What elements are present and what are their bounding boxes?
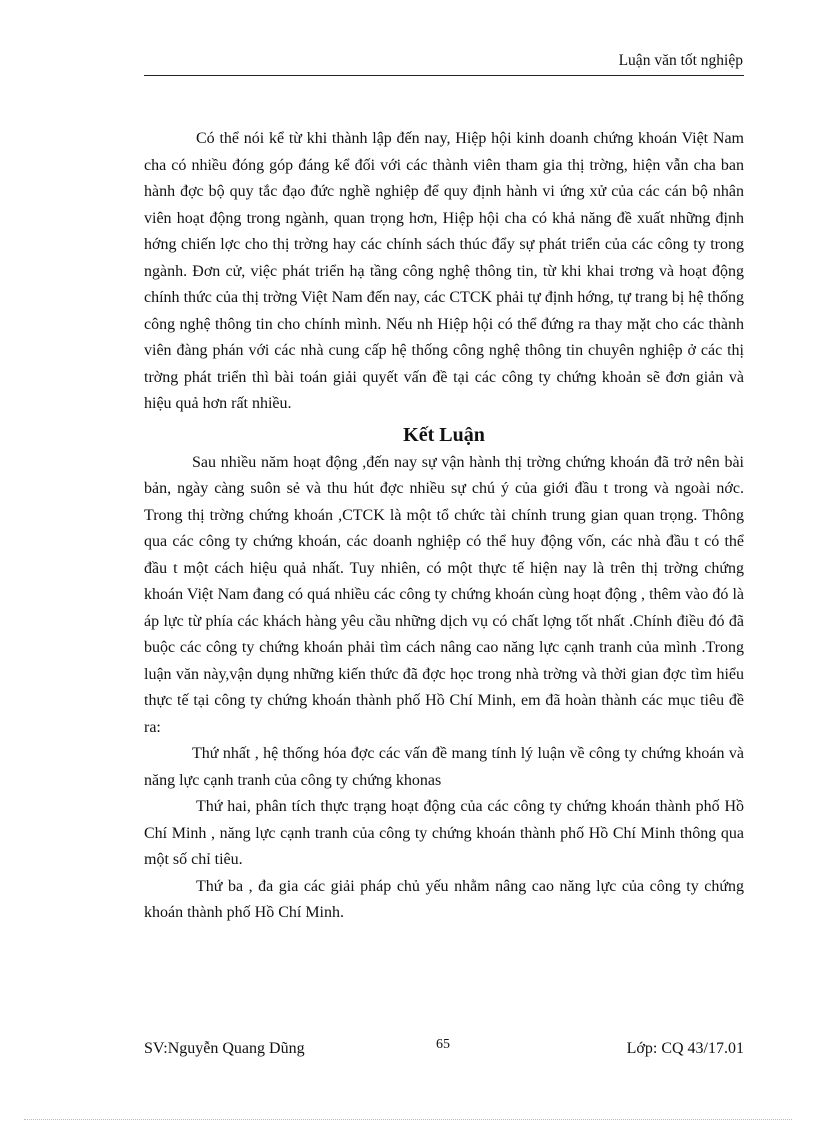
section-heading: Kết Luận — [403, 423, 485, 446]
paragraph-1: Có thể nói kể từ khi thành lập đến nay, Hiệp hội kinh doanh chứng khoán Việt Nam cha có nhiều đóng góp đáng kể đối với các thành viên tham gia thị trờng, hiện vẫn cha ban hành đợc bộ quy tắc đạo đức nghề nghiệp để quy định hành vi ứng xử của các cán bộ nhân viên hoạt động trong ngành, quan trọng hơn, Hiệp hội cha có khả năng đề xuất những định hớng chiến lợc cho thị trờng hay các chính sách thúc đẩy sự phát triển của các công ty trong ngành. Đơn cử, việc phát triển hạ tầng công nghệ thông tin, từ khi khai trơng và hoạt động chính thức của thị trờng Việt Nam đến nay, các CTCK phải tự định hớng, tự trang bị hệ thống công nghệ thông tin cho chính mình. Nếu nh Hiệp hội có thể đứng ra thay mặt cho các thành viên đàng phán với các nhà cung cấp hệ thống công nghệ thông tin chuyên nghiệp ở các thị trờng phát triển thì bài toán giải quyết vấn đề tại các công ty chứng khoản sẽ đơn giản và hiệu quả hơn rất nhiều. — [144, 130, 744, 412]
footer-student-name: SV:Nguyễn Quang Dũng — [144, 1040, 305, 1057]
paragraph-4: Thứ hai, phân tích thực trạng hoạt động của các công ty chứng khoán thành phố Hồ Chí Minh , năng lực cạnh tranh của công ty chứng khoán thành phố Hồ Chí Minh thông qua một số chỉ tiêu. — [144, 798, 744, 868]
paragraph-3: Thứ nhất , hệ thống hóa đợc các vấn đề mang tính lý luận về công ty chứng khoán và năng lực cạnh tranh của công ty chứng khonas — [144, 745, 744, 789]
paragraph-2: Sau nhiều năm hoạt động ,đến nay sự vận hành thị trờng chứng khoán đã trở nên bài bản, ngày càng suôn sẻ và thu hút đợc nhiều sự chú ý của giới đầu t trong và ngoài nớc. Trong thị trờng chứng khoán ,CTCK là một tổ chức tài chính trung gian quan trọng. Thông qua các công ty chứng khoán, các doanh nghiệp có thể huy động vốn, các nhà đầu t có thể đầu t một cách hiệu quả nhất. Tuy nhiên, có một thực tế hiện nay là trên thị trờng chứng khoán Việt Nam đang có quá nhiều các công ty chứng khoán cùng hoạt động , thêm vào đó là áp lực từ phía các khách hàng yêu cầu những dịch vụ có chất lợng tốt nhất .Chính điều đó đã buộc các công ty chứng khoán phải tìm cách nâng cao năng lực cạnh tranh của mình .Trong luận văn này,vận dụng những kiến thức đã đợc học trong nhà trờng và thời gian đợc tìm hiểu thực tế tại công ty chứng khoán thành phố Hồ Chí Minh, em đã hoàn thành các mục tiêu đề ra: — [144, 453, 744, 736]
paragraph-5: Thứ ba , đa gia các giải pháp chủ yếu nhằm nâng cao năng lực của công ty chứng khoán thành phố Hồ Chí Minh. — [144, 877, 744, 921]
header-rule — [144, 75, 744, 76]
running-header: Luận văn tốt nghiệp — [618, 52, 743, 69]
page-body — [144, 126, 744, 927]
footer-class: Lớp: CQ 43/17.01 — [626, 1040, 744, 1057]
page-number: 65 — [436, 1037, 450, 1052]
bottom-dotted-rule — [24, 1119, 792, 1120]
